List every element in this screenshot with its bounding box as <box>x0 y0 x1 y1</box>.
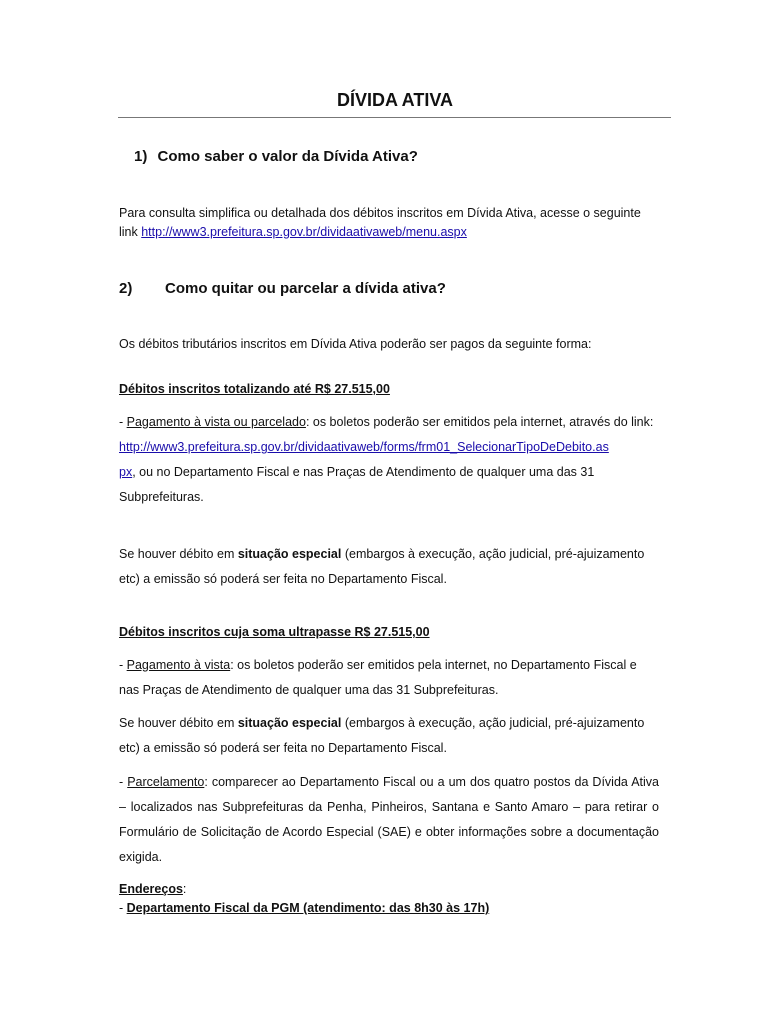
section-2-title: Como quitar ou parcelar a dívida ativa? <box>165 280 446 297</box>
special-status: situação especial <box>237 547 342 561</box>
parcelamento-label: Parcelamento <box>127 775 205 789</box>
section-1-heading <box>134 148 418 165</box>
special-pre: Se houver débito em <box>119 547 238 561</box>
payment-label: Pagamento à vista ou parcelado <box>126 415 306 429</box>
link-part-a: http://www3.prefeitura.sp.gov.br/dividaativaweb/forms/frm01_SelecionarTipoDeDebito.as <box>119 440 609 454</box>
payment-label: Pagamento à vista <box>126 658 231 672</box>
link-part-b: px <box>119 465 133 479</box>
section-2-number: 2) <box>119 280 133 297</box>
block-1-heading: Débitos inscritos totalizando até R$ 27.515,00 <box>119 382 390 396</box>
special-pre: Se houver débito em <box>119 716 238 730</box>
special-post: (embargos à execução, ação judicial, pré-ajuizamento etc) a emissão só poderá ser feita no Departamento Fiscal. <box>119 716 645 755</box>
block-2-parcelamento-paragraph <box>119 770 659 870</box>
section-1-title: Como saber o valor da Dívida Ativa? <box>157 148 418 165</box>
block-2-special-paragraph <box>119 711 659 761</box>
block-2-heading: Débitos inscritos cuja soma ultrapasse R$ 27.515,00 <box>119 625 430 639</box>
payment-text: : os boletos poderão ser emitidos pela internet, no Departamento Fiscal e nas Praças de Atendimento de qualquer uma das 31 Subprefeituras. <box>119 658 637 697</box>
address-item-departamento-fiscal: Departamento Fiscal da PGM (atendimento: das 8h30 às 17h) <box>126 901 490 915</box>
special-post: (embargos à execução, ação judicial, pré-ajuizamento etc) a emissão só poderá ser feita no Departamento Fiscal. <box>119 547 645 586</box>
dash: - <box>119 415 127 429</box>
section-1-paragraph <box>119 204 659 242</box>
addresses-label: Endereços <box>119 882 183 896</box>
section-2-intro: Os débitos tributários inscritos em Dívida Ativa poderão ser pagos da seguinte forma: <box>119 337 592 351</box>
title-divider <box>118 117 671 118</box>
special-status: situação especial <box>237 716 342 730</box>
payment-text: : os boletos poderão ser emitidos pela internet, através do link: <box>305 415 654 429</box>
block-1-special-paragraph <box>119 542 659 592</box>
block-2-payment-paragraph <box>119 653 659 703</box>
section-1-text: Para consulta simplifica ou detalhada dos débitos inscritos em Dívida Ativa, acesse o seguinte link <box>119 206 641 239</box>
section-2-heading <box>119 280 446 297</box>
block-1-payment-paragraph <box>119 410 659 510</box>
section-1-number: 1) <box>134 148 148 165</box>
dash: - <box>119 901 127 915</box>
divida-ativa-menu-link[interactable]: http://www3.prefeitura.sp.gov.br/dividaativaweb/menu.aspx <box>141 225 467 239</box>
addresses-section <box>119 880 659 918</box>
dash: - <box>119 775 128 789</box>
colon: : <box>182 882 187 896</box>
parcelamento-text: : comparecer ao Departamento Fiscal ou a um dos quatro postos da Dívida Ativa – localizados nas Subprefeituras da Penha, Pinheiros, Santana e Santo Amaro – para retirar o Formulário de Solicitação de Acordo Especial (SAE) e obter informações sobre a documentação exigida. <box>119 775 659 864</box>
dash: - <box>119 658 127 672</box>
page-title: DÍVIDA ATIVA <box>337 90 453 110</box>
payment-tail: , ou no Departamento Fiscal e nas Praças de Atendimento de qualquer uma das 31 Subprefeituras. <box>119 465 595 504</box>
